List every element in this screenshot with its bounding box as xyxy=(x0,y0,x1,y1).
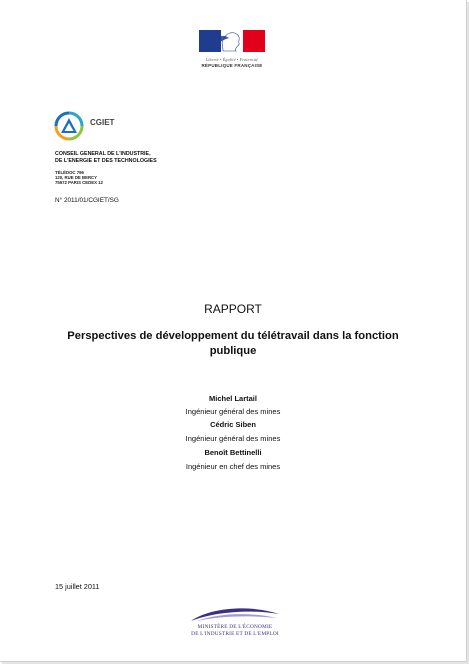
cgiet-logo-icon xyxy=(53,110,85,142)
address-line: 75572 PARIS CEDEX 12 xyxy=(55,180,103,185)
ministry-line: DE L'INDUSTRIE ET DE L'EMPLOI xyxy=(191,630,279,637)
marianne-profile-icon xyxy=(217,31,247,52)
author-role: Ingénieur général des mines xyxy=(185,407,281,416)
cgiet-acronym: CGIET xyxy=(90,118,115,127)
ministry-name xyxy=(166,624,304,637)
marianne-logo xyxy=(199,30,265,52)
ministry-line: MINISTÈRE DE L'ÉCONOMIE xyxy=(197,624,273,630)
author-name: Benoît Bettinelli xyxy=(204,448,262,457)
ministry-swoosh-icon xyxy=(189,606,281,622)
postal-address xyxy=(55,170,103,185)
author-name: Michel Lartail xyxy=(209,394,257,403)
republic-name: RÉPUBLIQUE FRANÇAISE xyxy=(201,63,263,68)
org-line: DE L'ENERGIE ET DES TECHNOLOGIES xyxy=(55,158,157,164)
flag-white-band xyxy=(221,30,243,52)
report-subtitle: Perspectives de développement du télétravail dans la fonction publique xyxy=(67,330,399,357)
report-title: RAPPORT xyxy=(204,302,262,316)
report-reference: N° 2011/01/CGIET/SG xyxy=(55,197,119,204)
address-line: TÉLÉDOC 796 xyxy=(55,170,84,175)
org-line: CONSEIL GENERAL DE L'INDUSTRIE, xyxy=(55,151,151,157)
address-line: 120, RUE DE BERCY xyxy=(55,175,98,180)
author-role: Ingénieur en chef des mines xyxy=(185,462,281,471)
author-name: Cédric Siben xyxy=(210,420,256,429)
organization-name xyxy=(55,151,157,165)
report-date: 15 juillet 2011 xyxy=(55,582,100,591)
republic-motto: Liberté • Égalité • Fraternité xyxy=(205,57,259,62)
author-role: Ingénieur général des mines xyxy=(185,434,281,443)
